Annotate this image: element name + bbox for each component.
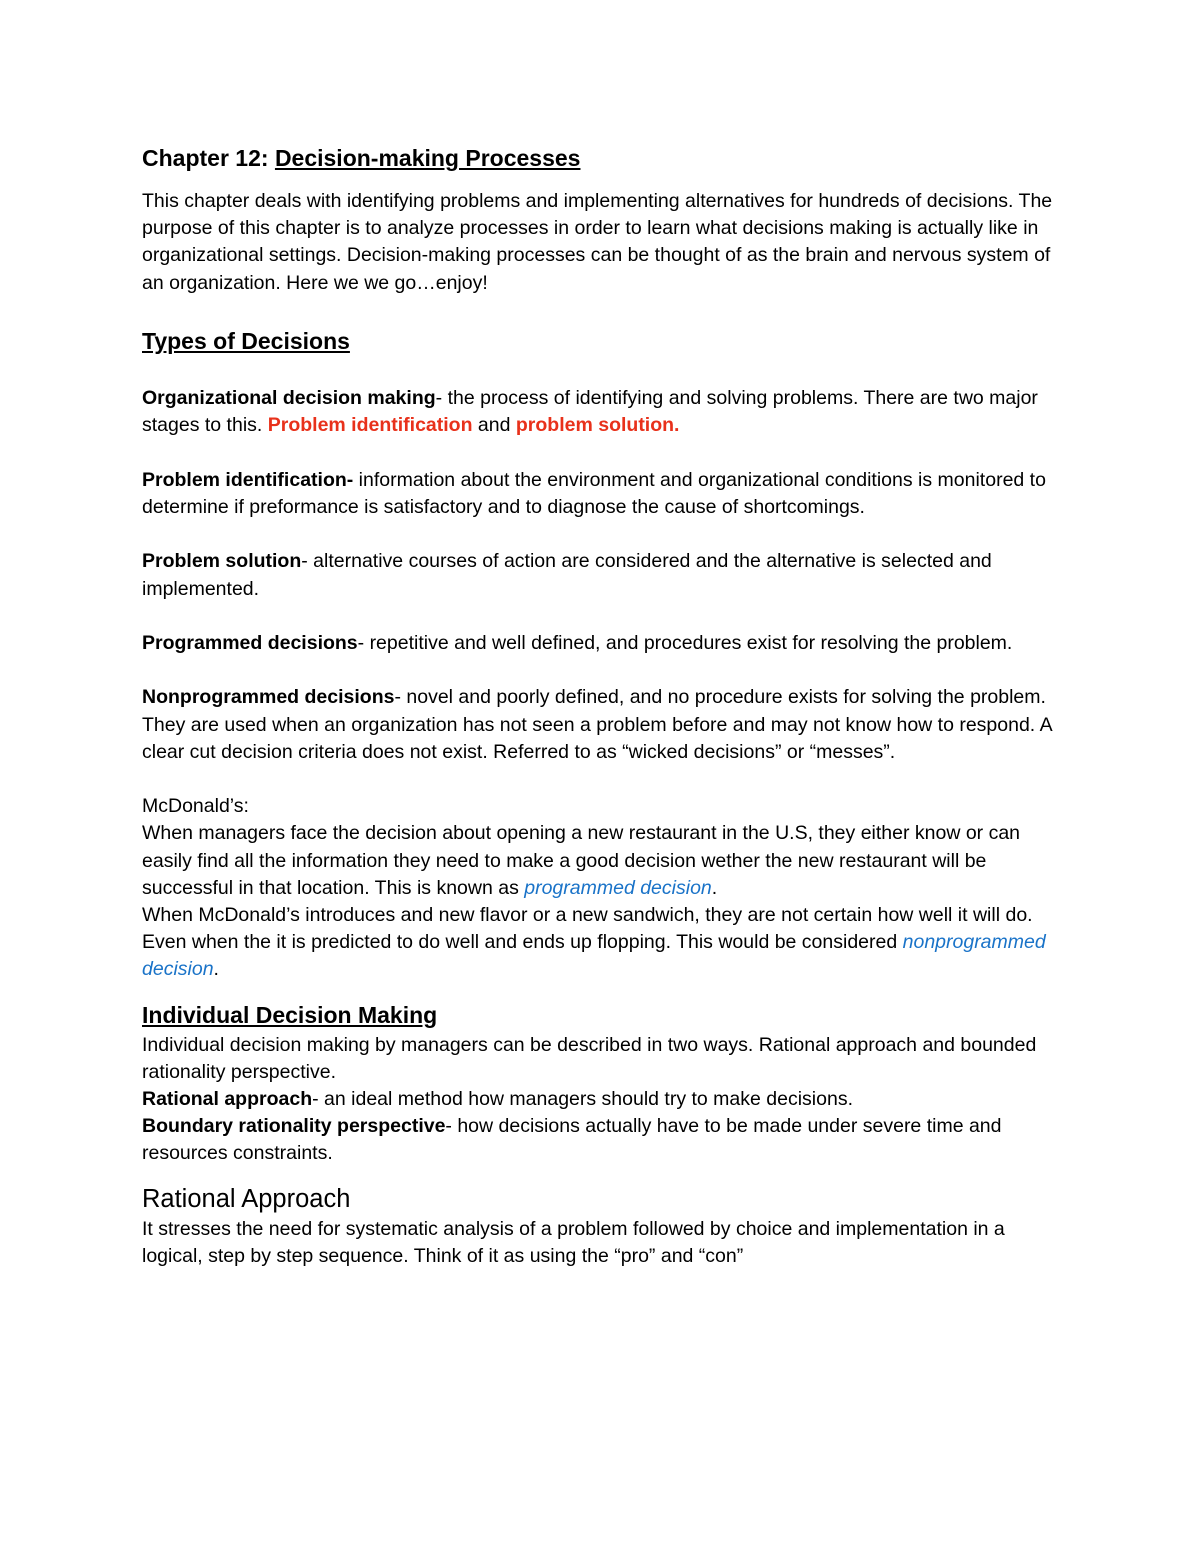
intro-paragraph: This chapter deals with identifying problems and implementing alternatives for hundreds of decisions. The purpose of this chapter is to analyze processes in order to learn what decisions making is actually like in organizational settings. Decision-making processes can be thought of as the brain and nervous system of an organization. Here we we go…enjoy!: [142, 190, 1053, 294]
boundary-rationality-definition: [142, 1113, 1062, 1167]
problem-solution-paragraph: [142, 548, 1062, 602]
rational-approach-paragraph: It stresses the need for systematic analysis of a problem followed by choice and implementation in a logical, step by step sequence. Think of it as using the “pro” and “con”: [142, 1217, 1005, 1267]
br-term: Boundary rationality perspective: [142, 1115, 446, 1138]
odm-and: and: [472, 414, 516, 437]
organizational-decision-making-paragraph: [142, 385, 1062, 439]
mcd-programmed-decision: programmed decision: [524, 876, 712, 899]
nonprogrammed-decisions-paragraph: [142, 684, 1062, 766]
npd-term: Nonprogrammed decisions: [142, 686, 395, 709]
title-underlined: Decision-making Processes: [274, 145, 581, 171]
odm-problem-solution: problem solution.: [515, 414, 680, 437]
ra-text: - an ideal method how managers should try to make decisions.: [312, 1087, 853, 1110]
pi-term: Problem identification-: [142, 468, 354, 491]
npd-text: - novel and poorly defined, and no procedure exists for solving the problem. They are used when an organization has not seen a problem before and may not know how to respond. A clear cut decision criteria does not exist. Referred to as “wicked decisions” or “messes”.: [142, 686, 1052, 763]
mcd-p2-end: .: [213, 958, 219, 981]
page-title: [142, 140, 1062, 176]
pd-text: - repetitive and well defined, and procedures exist for resolving the problem.: [357, 631, 1013, 654]
pd-term: Programmed decisions: [142, 631, 358, 654]
odm-text: - the process of identifying and solving problems. There are two major stages to this.: [142, 387, 1038, 437]
odm-problem-identification: Problem identification: [267, 414, 473, 437]
mcdonalds-label: McDonald’s:: [142, 795, 249, 818]
types-of-decisions-heading: Types of Decisions: [142, 328, 350, 354]
mcd-p1-text: When managers face the decision about opening a new restaurant in the U.S, they either know or can easily find all the information they need to make a good decision wether the new restaurant will be successful in that location. This is known as: [142, 822, 1021, 899]
mcdonalds-nonprogrammed-paragraph: [142, 902, 1062, 984]
mcd-p2-text: When McDonald’s introduces and new flavor or a new sandwich, they are not certain how well it will do. Even when the it is predicted to do well and ends up flopping. This would be considered: [142, 903, 1033, 954]
ps-text: - alternative courses of action are considered and the alternative is selected and implemented.: [142, 550, 992, 600]
mcdonalds-programmed-paragraph: [142, 820, 1062, 902]
idm-paragraph: Individual decision making by managers can be described in two ways. Rational approach and bounded rationality perspective.: [142, 1033, 1037, 1083]
br-text: - how decisions actually have to be made under severe time and resources constraints.: [142, 1115, 1002, 1165]
mcd-nonprogrammed-decision: nonprogrammed decision: [142, 931, 1046, 981]
ra-term: Rational approach: [142, 1087, 313, 1110]
title-prefix: Chapter 12:: [142, 145, 275, 171]
ps-term: Problem solution: [142, 550, 302, 573]
rational-approach-heading: Rational Approach: [142, 1184, 351, 1213]
pi-text: information about the environment and organizational conditions is monitored to determine if preformance is satisfactory and to diagnose the cause of shortcomings.: [142, 468, 1046, 518]
odm-term: Organizational decision making: [142, 387, 436, 410]
rational-approach-definition: [142, 1086, 1062, 1113]
mcd-p1-end: .: [711, 876, 718, 899]
individual-decision-making-heading: Individual Decision Making: [142, 1001, 438, 1028]
problem-identification-paragraph: [142, 467, 1062, 521]
document-page: [142, 140, 1062, 1270]
programmed-decisions-paragraph: [142, 630, 1062, 657]
